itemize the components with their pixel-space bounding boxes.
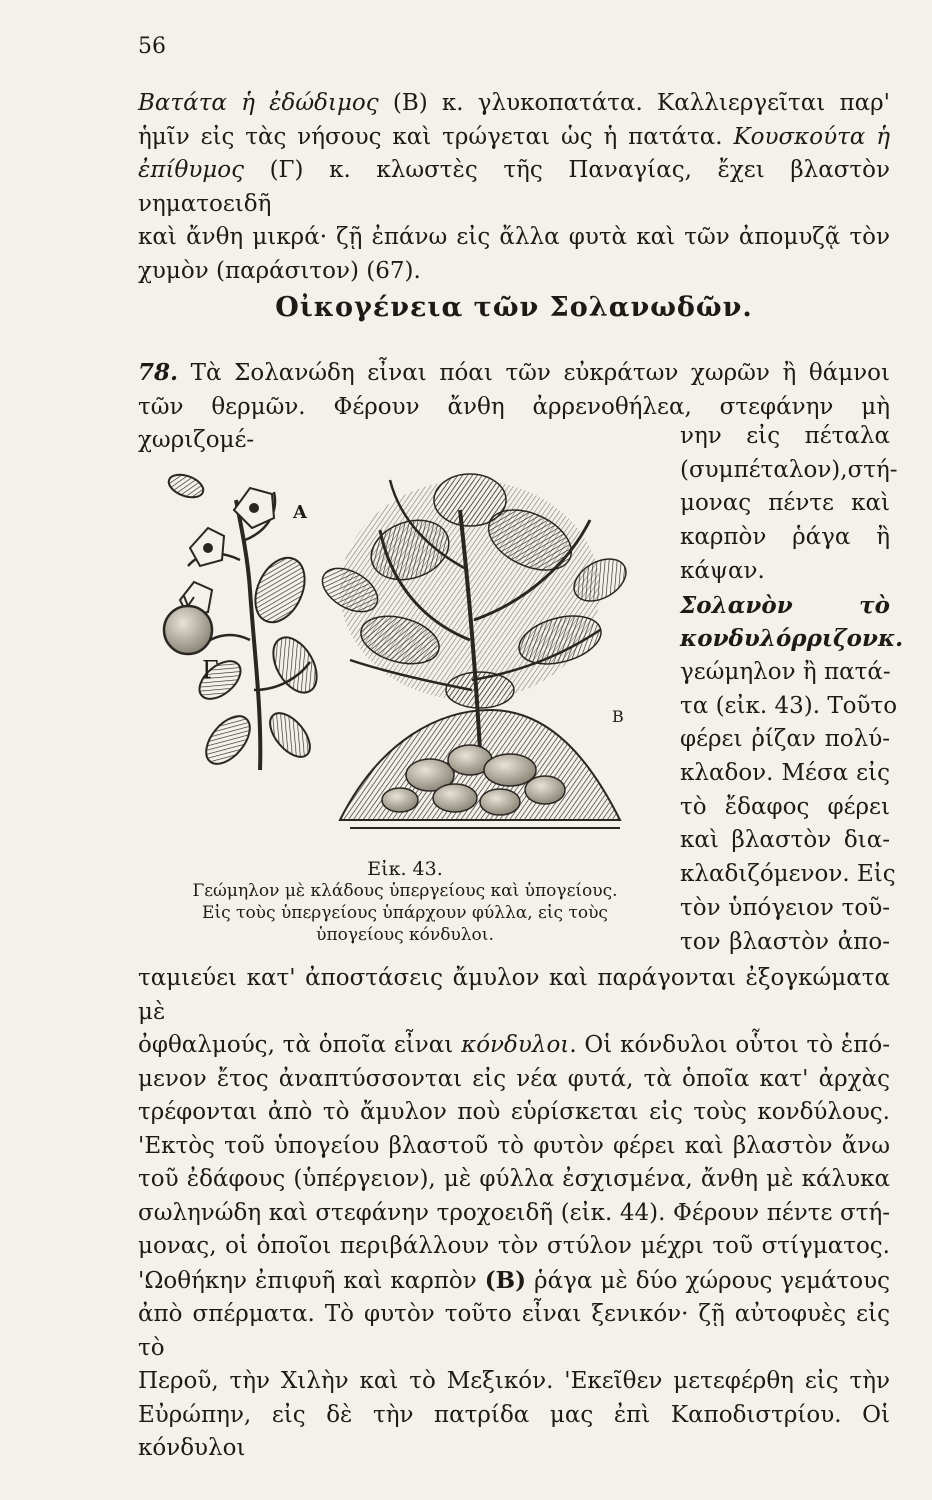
potato-foliage bbox=[315, 474, 633, 750]
wrap-line: κάψαν. bbox=[680, 557, 765, 584]
figure-label-g: Γ bbox=[202, 656, 219, 684]
wrap-line: μονας πέντε καὶ bbox=[680, 490, 890, 517]
figure-caption bbox=[140, 858, 670, 946]
wrap-line: κονδυλόρριζονκ. bbox=[680, 625, 904, 653]
text-line bbox=[138, 1063, 890, 1097]
wrap-line: (συμπέταλον),στή- bbox=[680, 456, 898, 483]
text-line bbox=[138, 1029, 890, 1063]
wrap-line: Σολανὸν τὸ bbox=[680, 591, 890, 619]
text-run: χυμὸν (παράσιτον) (67). bbox=[138, 257, 421, 284]
text-run: μονας, οἱ ὁποῖοι περιβάλλουν τὸν στύλον μέχρι τοῦ στίγματος. bbox=[138, 1233, 890, 1259]
figure-label-a: Α bbox=[293, 502, 307, 523]
caption-title: Εἰκ. 43. bbox=[367, 858, 443, 880]
text-run: (Β) bbox=[484, 1266, 527, 1294]
wrap-text-column bbox=[680, 420, 904, 959]
text-line bbox=[138, 1365, 890, 1399]
caption-line-2: Εἰς τοὺς ὑπεργείους ὑπάρχουν φύλλα, εἰς τοὺς bbox=[202, 903, 608, 923]
section-number: 78. bbox=[138, 359, 179, 386]
text-line bbox=[138, 87, 890, 121]
text-line bbox=[138, 221, 890, 255]
text-run: μενον ἔτος ἀναπτύσσονται εἰς νέα φυτά, τὰ ὁποῖα κατ' ἀρχὰς bbox=[138, 1065, 890, 1092]
text-line bbox=[138, 1197, 890, 1231]
text-run: Περοῦ, τὴν Χιλὴν καὶ τὸ Μεξικόν. 'Εκεῖθεν μετεφέρθη εἰς τὴν bbox=[138, 1368, 890, 1394]
section-heading: Οἰκογένεια τῶν Σολανωδῶν. bbox=[275, 292, 753, 323]
wrap-line: τὸ ἔδαφος φέρει bbox=[680, 793, 890, 820]
text-run: (Γ) κ. κλωστὲς τῆς Παναγίας, ἔχει βλαστὸν νηματοειδῆ bbox=[138, 157, 890, 217]
text-run: 'Εκτὸς τοῦ ὑπογείου βλαστοῦ τὸ φυτὸν φέρει καὶ βλαστὸν ἄνω bbox=[138, 1132, 890, 1159]
text-run: ἡμῖν εἰς τὰς νήσους καὶ τρώγεται ὡς ἡ πατάτα. bbox=[138, 123, 734, 150]
text-line bbox=[138, 1399, 890, 1466]
text-run: τρέφονται ἀπὸ τὸ ἄμυλον ποὺ εὑρίσκεται εἰς τοὺς κονδύλους. bbox=[138, 1099, 890, 1125]
text-line bbox=[138, 121, 890, 155]
section-line-2: τῶν θερμῶν. Φέρουν ἄνθη ἀρρενοθήλεα, στεφάνην μὴ χωριζομέ- bbox=[138, 393, 890, 453]
wrap-line: κλαδιζόμενον. Εἰς bbox=[680, 861, 896, 888]
wrap-line: τον βλαστὸν ἀπο- bbox=[680, 928, 890, 955]
text-run: κόνδυλοι bbox=[461, 1032, 570, 1058]
intro-paragraph bbox=[138, 87, 890, 288]
wrap-line: καρπὸν ῥάγα ἢ bbox=[680, 524, 890, 551]
text-run: (Β) κ. γλυκοπατάτα. Καλλιεργεῖται παρ' bbox=[378, 90, 890, 116]
potato-plant-illustration bbox=[150, 440, 675, 860]
text-line bbox=[138, 1264, 890, 1299]
text-line bbox=[138, 1230, 890, 1264]
wrap-line: τὸν ὑπόγειον τοῦ- bbox=[680, 894, 890, 921]
caption-line-1: Γεώμηλον μὲ κλάδους ὑπεργείους καὶ ὑπογείους. bbox=[192, 881, 618, 901]
text-run: Βατάτα ἡ ἐδώδιμος bbox=[138, 90, 379, 116]
wrap-line: νην εἰς πέταλα bbox=[680, 423, 890, 449]
body-paragraph bbox=[138, 962, 890, 1466]
section-line-1-text: Τὰ Σολανώδη εἶναι πόαι τῶν εὐκράτων χωρῶν ἢ θάμνοι bbox=[190, 360, 891, 386]
text-run: 'Ωοθήκην ἐπιφυῆ καὶ καρπὸν bbox=[138, 1267, 485, 1294]
wrap-line: γεώμηλον ἢ πατά- bbox=[680, 658, 891, 685]
page-number: 56 bbox=[138, 34, 166, 59]
text-run: σωληνώδη καὶ στεφάνην τροχοειδῆ (εἰκ. 44). Φέρουν πέντε στή- bbox=[138, 1199, 890, 1226]
text-run: ἀπὸ σπέρματα. Τὸ φυτὸν τοῦτο εἶναι ξενικόν· ζῇ αὐτοφυὲς εἰς τὸ bbox=[138, 1301, 890, 1361]
text-run: τοῦ ἐδάφους (ὑπέργειον), μὲ φύλλα ἐσχισμένα, ἄνθη μὲ κάλυκα bbox=[138, 1166, 890, 1192]
text-run: Εὐρώπην, εἰς δὲ τὴν πατρίδα μας ἐπὶ Καποδιστρίου. Οἱ κόνδυλοι bbox=[138, 1401, 890, 1461]
wrap-line: τα (εἰκ. 43). Τοῦτο bbox=[680, 692, 898, 719]
figure-label-b: Β bbox=[612, 707, 624, 726]
text-line bbox=[138, 1298, 890, 1365]
text-line bbox=[138, 255, 890, 289]
text-line bbox=[138, 962, 890, 1029]
text-run: ἐπίθυμος bbox=[138, 157, 244, 183]
wrap-line: καὶ βλαστὸν δια- bbox=[680, 827, 890, 854]
text-run: καὶ ἄνθη μικρά· ζῇ ἐπάνω εἰς ἄλλα φυτὰ καὶ τῶν ἀπομυζᾷ τὸν bbox=[138, 224, 890, 250]
wrap-line: φέρει ῥίζαν πολύ- bbox=[680, 726, 890, 753]
wrap-line: κλαδον. Μέσα εἰς bbox=[680, 760, 890, 787]
text-line bbox=[138, 1130, 890, 1164]
text-run: ταμιεύει κατ' ἀποστάσεις ἄμυλον καὶ παράγονται ἐξογκώματα μὲ bbox=[138, 965, 890, 1025]
text-line bbox=[138, 154, 890, 221]
text-run: ὀφθαλμούς, τὰ ὁποῖα εἶναι bbox=[138, 1032, 462, 1058]
text-line bbox=[138, 1163, 890, 1197]
text-run: ῥάγα μὲ δύο χώρους γεμάτους bbox=[526, 1267, 890, 1294]
section-line-1 bbox=[138, 356, 890, 391]
text-run: . Οἱ κόνδυλοι οὗτοι τὸ ἑπό- bbox=[569, 1032, 890, 1058]
text-run: Κουσκούτα ἡ bbox=[733, 123, 890, 150]
text-line bbox=[138, 1096, 890, 1130]
caption-line-3: ὑπογείους κόνδυλοι. bbox=[316, 925, 494, 945]
